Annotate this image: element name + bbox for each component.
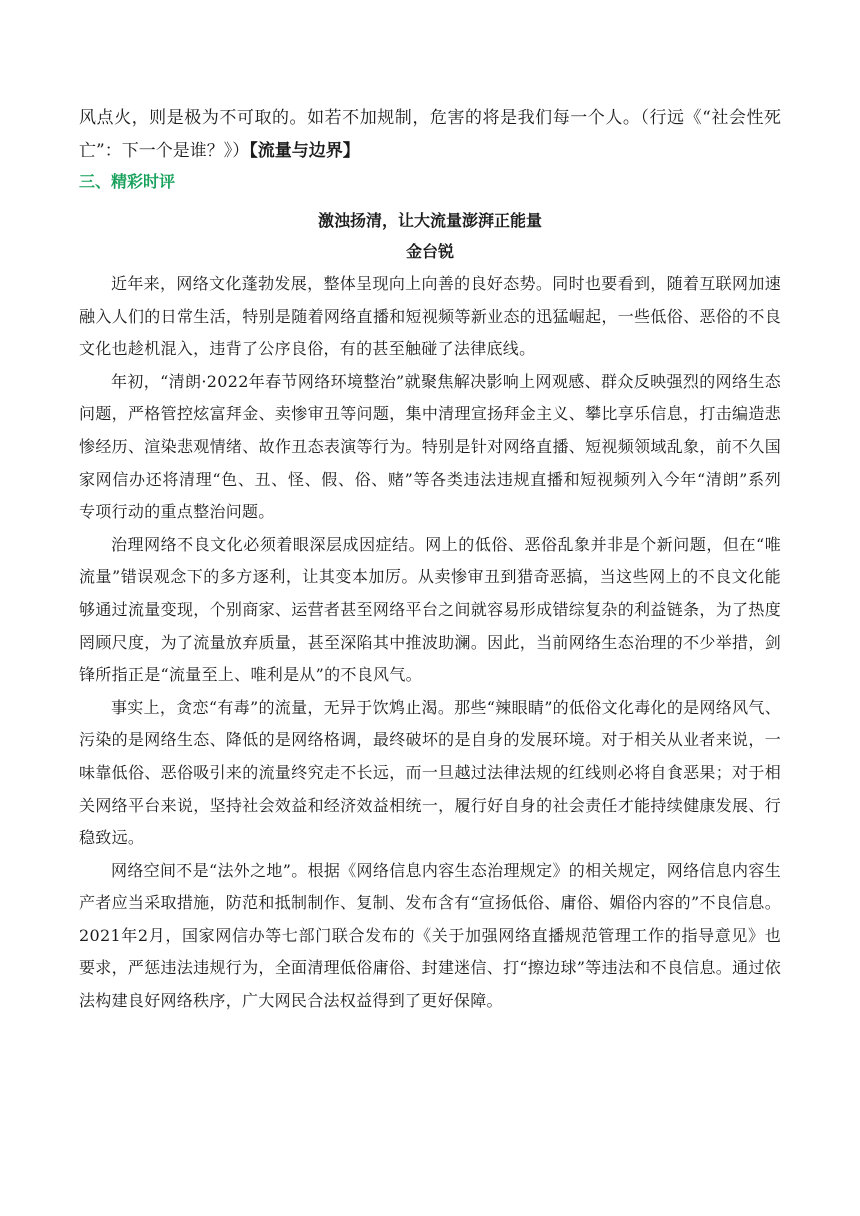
article-paragraph-3: 治理网络不良文化必须着眼深层成因症结。网上的低俗、恶俗乱象并非是个新问题，但在“唯流量”错误观念下的多方逐利，让其变本加厉。从卖惨审丑到猎奇恶搞，当这些网上的不良文化能够通过流量变现，个别商家、运营者甚至网络平台之间就容易形成错综复杂的利益链条，为了热度罔顾尺度，为了流量放弃质量，甚至深陷其中推波助澜。因此，当前网络生态治理的不少举措，剑锋所指正是“流量至上、唯利是从”的不良风气。 [79, 534, 781, 685]
document-page [79, 102, 781, 1018]
section-heading: 三、精彩时评 [79, 172, 176, 191]
article-paragraph-4: 事实上，贪恋“有毒”的流量，无异于饮鸩止渴。那些“辣眼睛”的低俗文化毒化的是网络风气、污染的是网络生态、降低的是网络格调，最终破坏的是自身的发展环境。对于相关从业者来说，一味靠低俗、恶俗吸引来的流量终究走不长远，而一旦越过法律法规的红线则必将自食恶果；对于相关网络平台来说，坚持社会效益和经济效益相统一，履行好自身的社会责任才能持续健康发展、行稳致远。 [79, 697, 781, 848]
intro-text: 风点火，则是极为不可取的。如若不加规制，危害的将是我们每一个人。（行远《“社会性死亡”：下一个是谁？》） [79, 108, 781, 161]
intro-paragraph [79, 102, 781, 168]
article-paragraph-5: 网络空间不是“法外之地”。根据《网络信息内容生态治理规定》的相关规定，网络信息内容生产者应当采取措施，防范和抵制制作、复制、发布含有“宣扬低俗、庸俗、媚俗内容的”不良信息。2021年2月，国家网信办等七部门联合发布的《关于加强网络直播规范管理工作的指导意见》也要求，严惩违法违规行为，全面清理低俗庸俗、封建迷信、打“擦边球”等违法和不良信息。通过依法构建良好网络秩序，广大网民合法权益得到了更好保障。 [79, 860, 781, 1011]
intro-tag: 【流量与边界】 [249, 141, 360, 161]
article-paragraph-2: 年初，“清朗·2022年春节网络环境整治”就聚焦解决影响上网观感、群众反映强烈的网络生态问题，严格管控炫富拜金、卖惨审丑等问题，集中清理宣扬拜金主义、攀比享乐信息，打击编造悲惨经历、渲染悲观情绪、故作丑态表演等行为。特别是针对网络直播、短视频领域乱象，前不久国家网信办还将清理“色、丑、怪、假、俗、赌”等各类违法违规直播和短视频列入今年“清朗”系列专项行动的重点整治问题。 [79, 371, 781, 522]
article-author: 金台锐 [405, 242, 454, 261]
article-paragraph-1: 近年来，网络文化蓬勃发展，整体呈现向上向善的良好态势。同时也要看到，随着互联网加速融入人们的日常生活，特别是随着网络直播和短视频等新业态的迅猛崛起，一些低俗、恶俗的不良文化也趁机混入，违背了公序良俗，有的甚至触碰了法律底线。 [79, 274, 781, 359]
article-title: 激浊扬清，让大流量澎湃正能量 [317, 211, 542, 230]
